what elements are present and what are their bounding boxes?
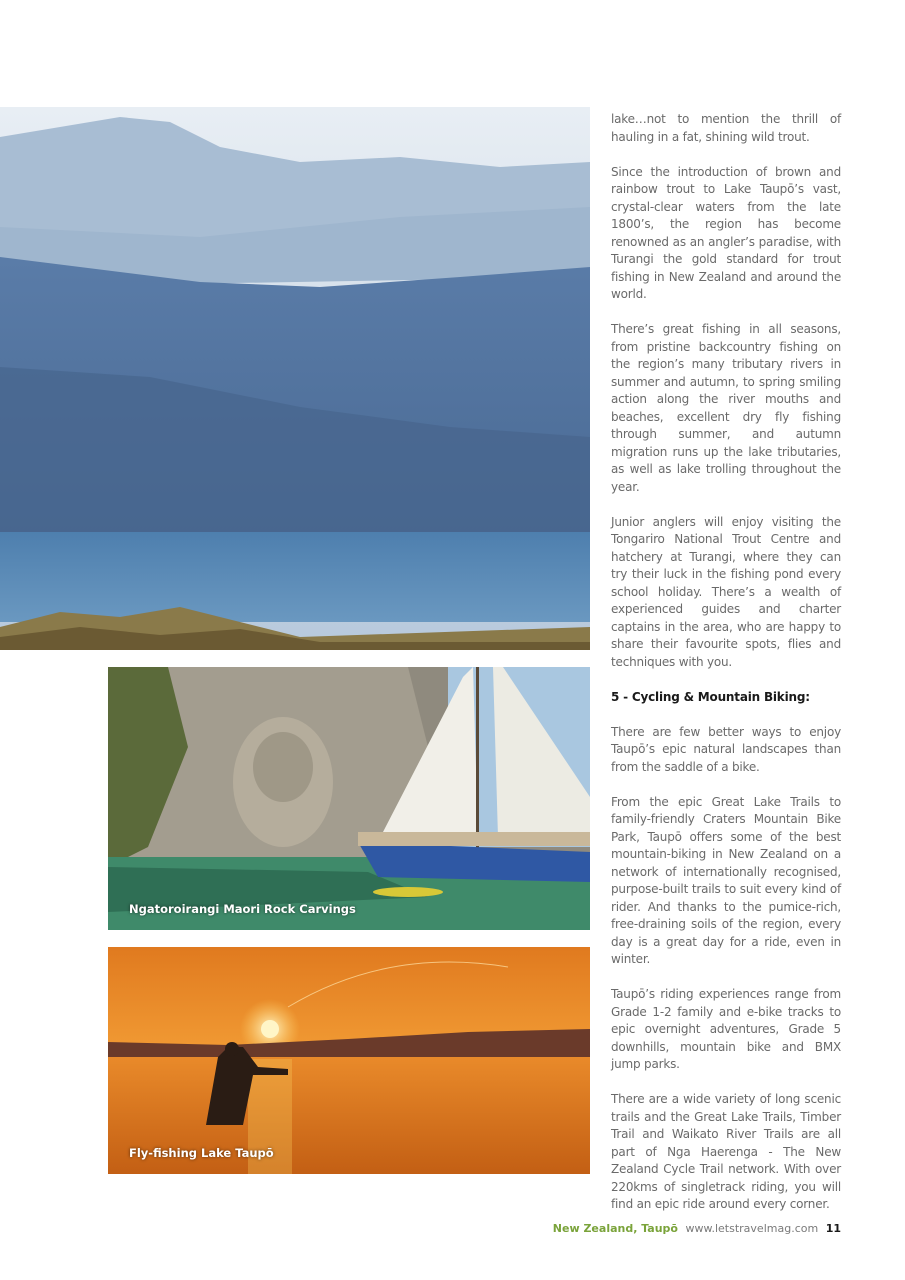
section-heading: 5 - Cycling & Mountain Biking: — [611, 689, 810, 704]
page-number: 11 — [825, 1222, 841, 1235]
article-paragraph: There’s great fishing in all seasons, from pristine backcountry fishing on the region’s many tributary rivers in summer and autumn, to spring smiling action along the river mouths and beaches, excellent dry fly fishing through summer, and autumn migration runs up the lake tributaries, as well as lake trolling throughout the year. — [611, 322, 841, 494]
page-footer — [553, 1222, 841, 1235]
article-paragraph: From the epic Great Lake Trails to family-friendly Craters Mountain Bike Park, Taupō offers some of the best mountain-biking in New Zealand on a network of internationally recognised, purpose-built trails to suit every kind of rider. And thanks to the pumice-rich, free-draining soils of the region, every day is a great day for a ride, even in winter. — [611, 794, 841, 966]
article-paragraph: Taupō’s riding experiences range from Grade 1-2 family and e-bike tracks to epic overnight adventures, Grade 5 downhills, mountain bike and BMX jump parks. — [611, 987, 841, 1071]
article-paragraph: There are few better ways to enjoy Taupō’s epic natural landscapes than from the saddle of a bike. — [611, 724, 841, 774]
fly-fishing-photo — [108, 947, 590, 1174]
footer-url[interactable]: www.letstravelmag.com — [685, 1222, 819, 1235]
article-paragraph: There are a wide variety of long scenic trails and the Great Lake Trails, Timber Trail and Waikato River Trails are all part of Nga Haerenga - The New Zealand Cycle Trail network. With over 220kms of singletrack riding, you will find an epic ride around every corner. — [611, 1092, 841, 1211]
rock-carvings-photo — [108, 667, 590, 930]
article-paragraph: lake…not to mention the thrill of hauling in a fat, shining wild trout. — [611, 112, 841, 144]
lake-landscape-photo — [0, 107, 590, 650]
carvings-caption: Ngatoroirangi Maori Rock Carvings — [129, 902, 356, 916]
article-paragraph: Since the introduction of brown and rainbow trout to Lake Taupō’s vast, crystal-clear waters from the late 1800’s, the region has become renowned as an angler’s paradise, with Turangi the gold standard for trout fishing in New Zealand and around the world. — [611, 164, 841, 301]
article-paragraph: Junior anglers will enjoy visiting the Tongariro National Trout Centre and hatchery at Turangi, where they can try their luck in the fishing pond every school holiday. There’s a wealth of experienced guides and charter captains in the area, who are happy to share their favourite spots, flies and techniques with you. — [611, 514, 841, 669]
article-text-column — [611, 111, 841, 1231]
footer-location: New Zealand, Taupō — [552, 1222, 678, 1235]
fishing-caption: Fly-fishing Lake Taupō — [129, 1146, 274, 1160]
